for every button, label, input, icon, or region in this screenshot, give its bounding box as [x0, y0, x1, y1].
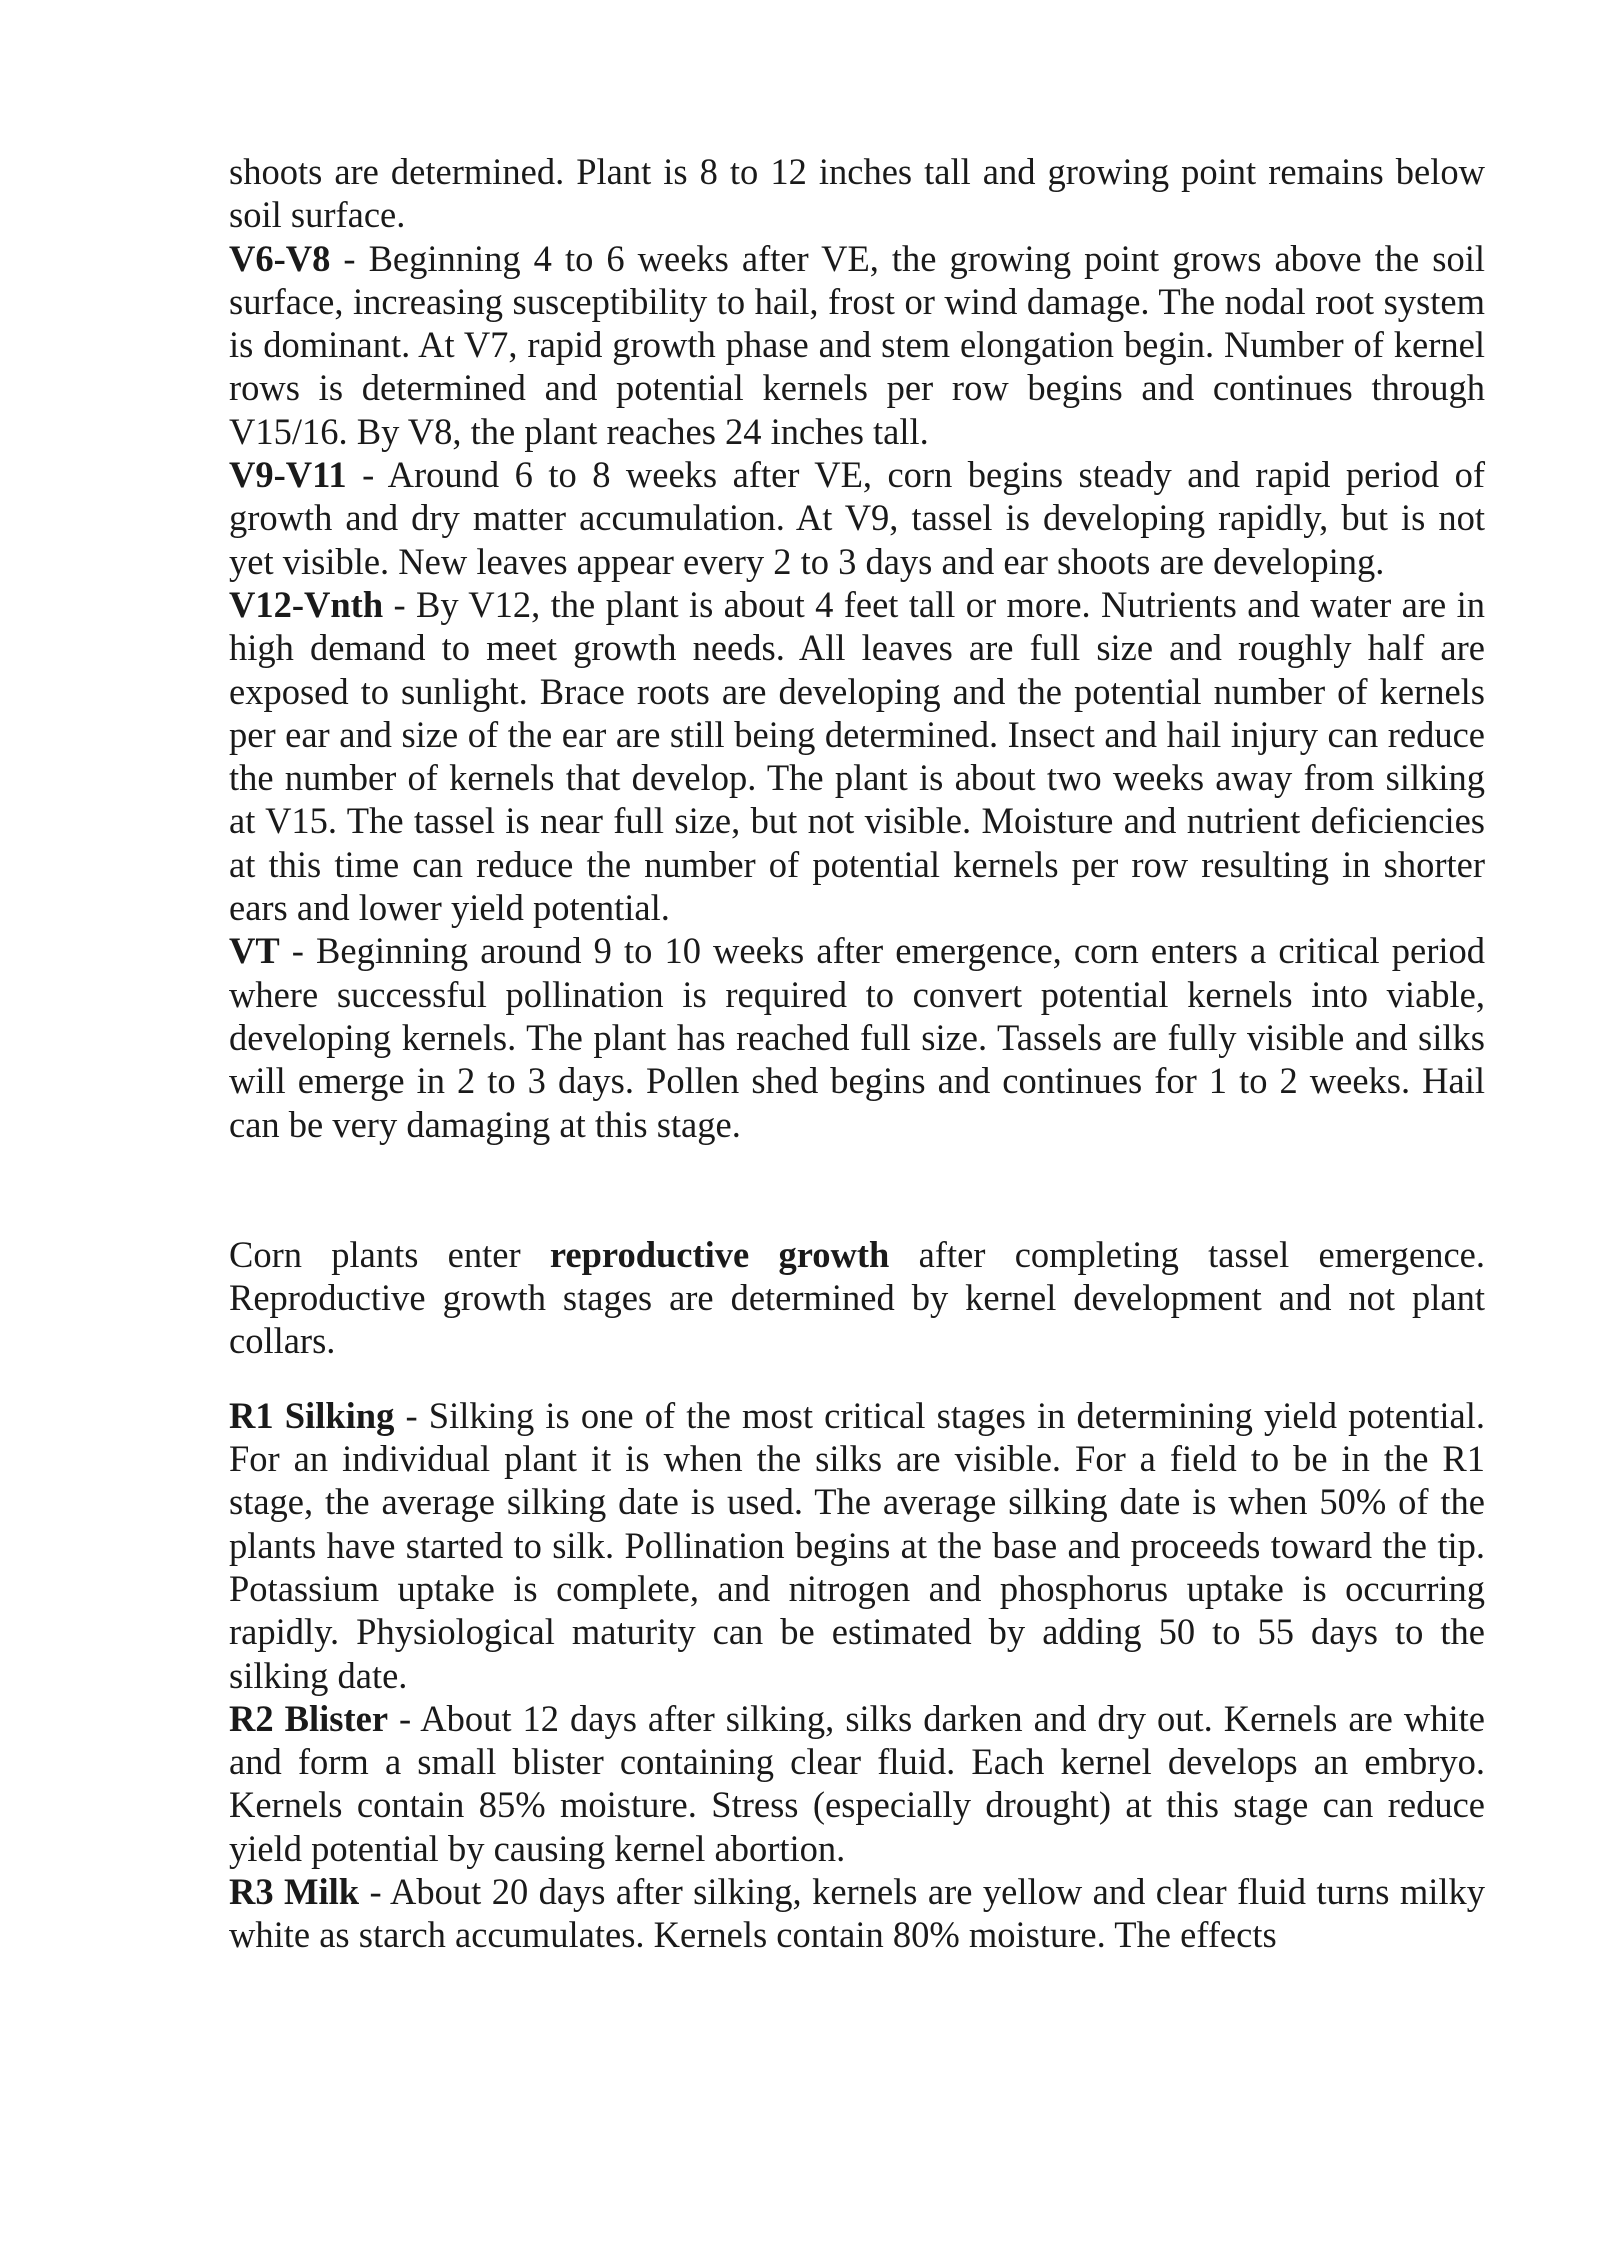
reproductive-growth-term: reproductive growth [549, 1233, 890, 1275]
section-spacer [229, 1146, 1485, 1233]
stage-term: R2 Blister [229, 1697, 389, 1739]
intro-text-after: after completing tassel emergence. Reproductive growth stages are determined by kernel development and not plant collars. [229, 1233, 1486, 1362]
stage-description: - By V12, the plant is about 4 feet tall or more. Nutrients and water are in high demand to meet growth needs. All leaves are full size and roughly half are exposed to sunlight. Brace roots are developing and the potential number of kernels per ear and size of the ear are still being determined. Insect and hail injury can reduce the number of kernels that develop. The plant is about two weeks away from silking at V15. The tassel is near full size, but not visible. Moisture and nutrient deficiencies at this time can reduce the number of potential kernels per row resulting in shorter ears and lower yield potential. [229, 583, 1485, 929]
stage-term: V9-V11 [229, 454, 347, 496]
intro-paragraph: shoots are determined. Plant is 8 to 12 inches tall and growing point remains below soil surface. [229, 151, 1485, 236]
stage-term: V6-V8 [229, 237, 331, 279]
stage-term: R1 Silking [229, 1394, 395, 1436]
stage-description: - About 12 days after silking, silks darken and dry out. Kernels are white and form a small blister containing clear fluid. Each kernel develops an embryo. Kernels contain 85% moisture. Stress (especially drought) at this stage can reduce yield potential by causing kernel abortion. [229, 1697, 1485, 1869]
stage-r1-silking [229, 1394, 1485, 1697]
intro-text-before: Corn plants enter [229, 1233, 550, 1275]
document-page [229, 150, 1485, 1957]
stage-description: - Beginning around 9 to 10 weeks after emergence, corn enters a critical period where successful pollination is required to convert potential kernels into viable, developing kernels. The plant has reached full size. Tassels are fully visible and silks will emerge in 2 to 3 days. Pollen shed begins and continues for 1 to 2 weeks. Hail can be very damaging at this stage. [229, 930, 1485, 1145]
stage-r2-blister [229, 1697, 1485, 1870]
stage-description: - About 20 days after silking, kernels are yellow and clear fluid turns milky white as starch accumulates. Kernels contain 80% moisture. The effects [229, 1870, 1485, 1956]
stage-description: - Around 6 to 8 weeks after VE, corn begins steady and rapid period of growth and dry matter accumulation. At V9, tassel is developing rapidly, but is not yet visible. New leaves appear every 2 to 3 days and ear shoots are developing. [229, 454, 1485, 582]
stage-term: VT [229, 930, 280, 972]
stage-v12-vnth [229, 583, 1485, 929]
stage-description: - Beginning 4 to 6 weeks after VE, the growing point grows above the soil surface, increasing susceptibility to hail, frost or wind damage. The nodal root system is dominant. At V7, rapid growth phase and stem elongation begin. Number of kernel rows is determined and potential kernels per row begins and continues through V15/16. By V8, the plant reaches 24 inches tall. [229, 237, 1485, 452]
stage-v9-v11 [229, 453, 1485, 583]
stage-v6-v8 [229, 237, 1485, 453]
stage-r3-milk [229, 1870, 1485, 1957]
stage-description: - Silking is one of the most critical stages in determining yield potential. For an individual plant it is when the silks are visible. For a field to be in the R1 stage, the average silking date is used. The average silking date is when 50% of the plants have started to silk. Pollination begins at the base and proceeds toward the tip. Potassium uptake is complete, and nitrogen and phosphorus uptake is occurring rapidly. Physiological maturity can be estimated by adding 50 to 55 days to the silking date. [229, 1394, 1485, 1696]
stage-term: R3 Milk [229, 1870, 360, 1912]
stage-term: V12-Vnth [229, 583, 384, 625]
reproductive-intro-paragraph [229, 1233, 1485, 1363]
paragraph-spacer [229, 1363, 1485, 1394]
stage-vt [229, 929, 1485, 1145]
